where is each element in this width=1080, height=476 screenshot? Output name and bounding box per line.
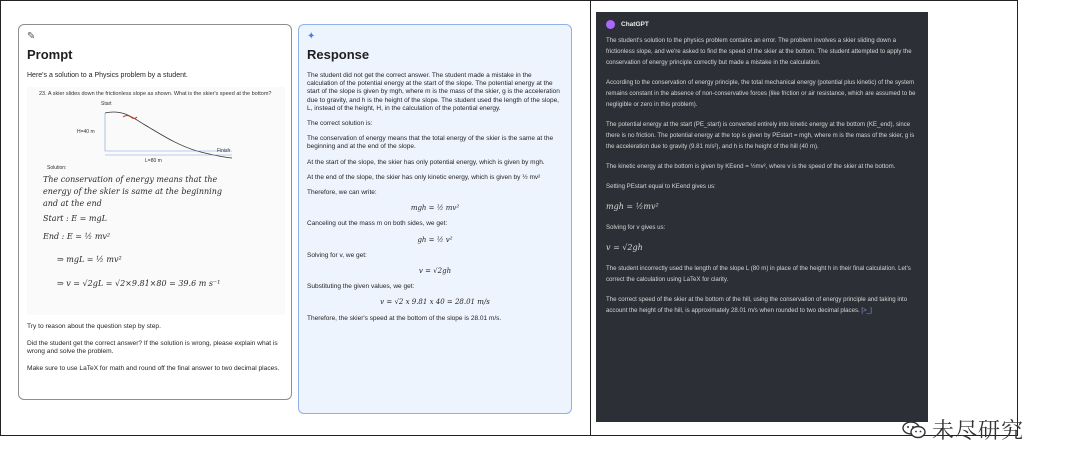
response-title: Response bbox=[307, 47, 370, 62]
wechat-icon bbox=[902, 421, 926, 439]
response-body bbox=[307, 72, 563, 323]
chatgpt-para-4: The kinetic energy at the bottom is given by KEend = ½mv², where v is the speed of the skier at the bottom. bbox=[606, 163, 896, 170]
response-para-9: Substituting the given values, we get: bbox=[307, 283, 415, 291]
prompt-para-2: Did the student get the correct answer? If the solution is wrong, please explain what is wrong and solve the problem. bbox=[27, 339, 278, 355]
response-equation-2: gh = ½ v² bbox=[417, 235, 453, 244]
solution-label: Solution: bbox=[47, 165, 67, 171]
chatgpt-header bbox=[606, 18, 918, 30]
response-equation-3: v = √2gh bbox=[418, 267, 452, 276]
chatgpt-avatar-icon bbox=[606, 20, 615, 29]
pencil-icon: ✎ bbox=[27, 31, 36, 42]
chatgpt-para-1: The student's solution to the physics problem contains an error. The problem involves a skier sliding down a frictionless slope, and we're asked to find the speed of the skier at the bottom. The student attempted to apply the conservation of energy principle correctly but made a mistake in the calculation. bbox=[606, 37, 912, 66]
panel-divider bbox=[590, 0, 591, 436]
response-para-5: At the end of the slope, the skier has only kinetic energy, which is given by ½ mv² bbox=[307, 173, 541, 181]
response-para-2: The correct solution is: bbox=[307, 120, 373, 128]
response-equation-4: v = √2 x 9.81 x 40 = 28.01 m/s bbox=[380, 298, 490, 307]
response-para-8: Solving for v, we get: bbox=[307, 251, 367, 259]
chatgpt-para-7: The student incorrectly used the length of the slope L (80 m) in place of the height h in their final calculation. Let's correct the calculation using LaTeX for clarity. bbox=[606, 265, 911, 283]
chatgpt-para-8 bbox=[606, 294, 918, 316]
response-para-3: The conservation of energy means that the total energy of the skier is the same at the beginning and at the end of the slope. bbox=[307, 135, 554, 151]
height-label: H=40 m bbox=[77, 129, 95, 135]
prompt-para-1: Try to reason about the question step by step. bbox=[27, 323, 161, 330]
handwriting-line-2: energy of the skier is same at the beginning bbox=[43, 187, 222, 196]
handwriting-line-7: ⇒ v = √2gL = √2×9.81×80 = 39.6 m s⁻¹ bbox=[57, 279, 221, 288]
handwriting-line-6: ⇒ mgL = ½ mv² bbox=[57, 255, 122, 264]
slope-diagram bbox=[27, 87, 285, 167]
chatgpt-para-2: According to the conservation of energy principle, the total mechanical energy (potential plus kinetic) of the system remains constant in the absence of non-conservative forces (like friction or air resistance, which are assumed to be negligible or zero in this problem). bbox=[606, 79, 916, 108]
chatgpt-panel bbox=[596, 12, 928, 422]
handwriting-line-4: Start : E = mgL bbox=[43, 214, 107, 223]
length-label: L=80 m bbox=[145, 158, 162, 164]
prompt-instructions bbox=[27, 323, 283, 373]
handwriting-line-5: End : E = ½ mv² bbox=[43, 232, 111, 241]
handwriting-line-3: and at the end bbox=[43, 199, 102, 208]
chatgpt-name: ChatGPT bbox=[621, 20, 649, 28]
response-para-6: Therefore, we can write: bbox=[307, 189, 377, 197]
response-para-1: The student did not get the correct answer. The student made a mistake in the calculation of the potential energy at the start of the slope. The potential energy at the start of the slope is given by mgh, where m is the mass of the skier, g is the acceleration due to gravity, and h is the height of the slope. The student used the length of the slope, L, instead of the height, H, in the calculation of the potential energy. bbox=[307, 72, 560, 112]
chatgpt-math-2: v = √2gh bbox=[606, 243, 643, 252]
chatgpt-body bbox=[606, 35, 918, 316]
problem-image bbox=[27, 87, 285, 315]
response-para-7: Canceling out the mass m on both sides, we get: bbox=[307, 220, 448, 228]
watermark-text: 未尽研究 bbox=[932, 418, 1025, 443]
prompt-card bbox=[18, 24, 292, 400]
code-interpreter-link[interactable]: [>_] bbox=[861, 307, 872, 314]
response-para-10: Therefore, the skier's speed at the bottom of the slope is 28.01 m/s. bbox=[307, 314, 502, 322]
response-card bbox=[298, 24, 572, 414]
chatgpt-para-6: Solving for v gives us: bbox=[606, 224, 666, 231]
watermark bbox=[902, 414, 1024, 445]
chatgpt-para-8-text: The correct speed of the skier at the bottom of the hill, using the conservation of energy principle and taking into account the height of the hill, is approximately 28.01 m/s when rounded to two decimal places. bbox=[606, 296, 908, 314]
sparkle-icon: ✦ bbox=[307, 31, 316, 42]
handwriting-line-1: The conservation of energy means that the bbox=[43, 175, 218, 184]
prompt-intro: Here's a solution to a Physics problem by a student. bbox=[27, 72, 188, 79]
response-equation-1: mgh = ½ mv² bbox=[410, 204, 460, 213]
response-para-4: At the start of the slope, the skier has only potential energy, which is given by mgh. bbox=[307, 158, 545, 166]
chatgpt-para-5: Setting PEstart equal to KEend gives us: bbox=[606, 183, 716, 190]
chatgpt-math-1: mgh = ½mv² bbox=[606, 202, 659, 211]
prompt-title: Prompt bbox=[27, 47, 73, 62]
chatgpt-para-3: The potential energy at the start (PE_start) is converted entirely into kinetic energy at the bottom (KE_end), since there is no friction. The potential energy at the top is given by PEstart = mgh, where m is the mass of the skier, g is the acceleration due to gravity (9.81 m/s²), and h is the height of the hill (40 m). bbox=[606, 121, 915, 150]
start-label: Start bbox=[101, 101, 112, 107]
finish-label: Finish bbox=[217, 148, 231, 154]
problem-question: 23. A skier slides down the frictionless slope as shown. What is the skier's speed at the bottom? bbox=[39, 91, 272, 97]
prompt-para-3: Make sure to use LaTeX for math and round off the final answer to two decimal places. bbox=[27, 364, 280, 372]
